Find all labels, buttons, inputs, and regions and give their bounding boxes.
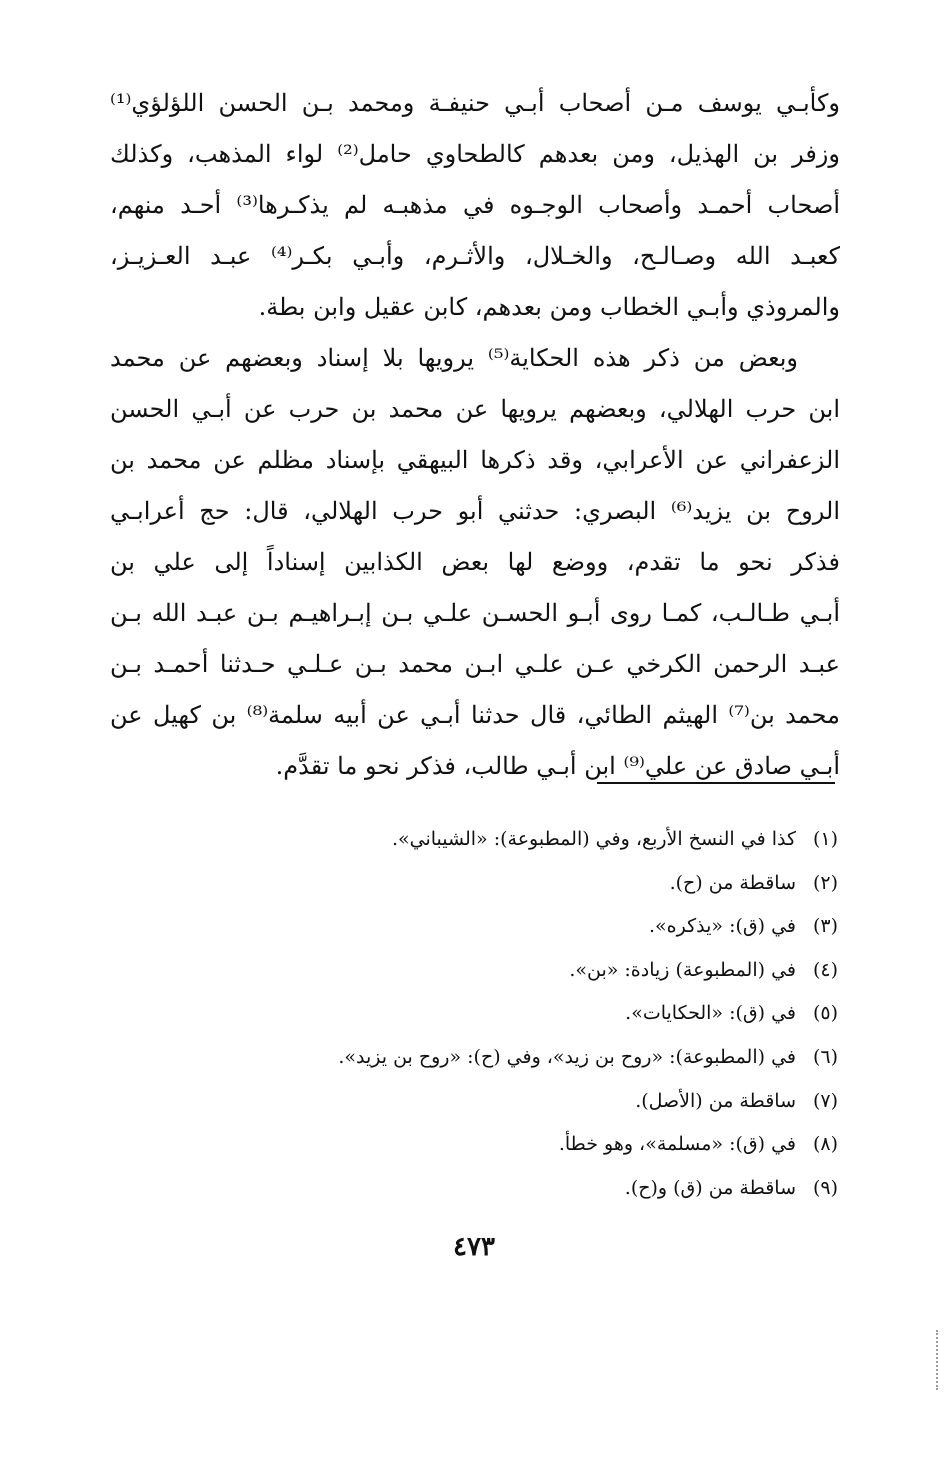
text-line: كعبـد الله وصـالـح، والخـلال، والأثـرم، وأبـي بكـر⁽⁴⁾ عبـد العـزيـز،	[110, 242, 840, 270]
scan-edge-mark	[936, 1330, 940, 1390]
footnote-item	[200, 818, 838, 862]
main-text	[110, 78, 840, 792]
text-line: أصحاب أحمـد وأصحاب الوجـوه في مذهبـه لم يذكـرها⁽³⁾ أحـد منهم،	[110, 191, 840, 219]
footnote-separator	[597, 782, 835, 784]
footnote-item	[200, 1036, 838, 1080]
text-line: محمد بن⁽⁷⁾ الهيثم الطائي، قال حدثنا أبـي عن أبيه سلمة⁽⁸⁾ بن كهيل عن	[110, 701, 840, 729]
footnote-item	[200, 905, 838, 949]
footnote-number: (٣)	[812, 915, 838, 938]
text-line: أبـي صادق عن علي⁽⁹⁾ ابن أبـي طالب، فذكر نحو ما تقدَّم.	[275, 752, 840, 780]
footnote-number: (٦)	[812, 1045, 838, 1068]
text-line: وكأبـي يوسف مـن أصحاب أبـي حنيفـة ومحمد بـن الحسن اللؤلؤي⁽¹⁾	[110, 89, 840, 117]
footnote-item	[200, 862, 838, 906]
footnote-number: (٥)	[812, 1002, 838, 1025]
footnote-text: في (ق): «مسلمة»، وهو خطأ.	[558, 1133, 796, 1156]
text-line: الروح بن يزيد⁽⁶⁾ البصري: حدثني أبو حرب الهلالي، قال: حج أعرابـي	[110, 497, 840, 525]
footnote-text: في (المطبوعة) زيادة: «بن».	[569, 958, 796, 981]
footnote-text: في (ق): «الحكايات».	[625, 1002, 796, 1025]
text-line: والمروذي وأبـي الخطاب ومن بعدهم، كابن عقيل وابن بطة.	[258, 293, 840, 321]
text-line: أبـي طـالـب، كمـا روى أبـو الحسـن علـي بـن إبـراهيـم بـن عبـد الله بـن	[110, 599, 840, 627]
footnote-item	[200, 1167, 838, 1211]
footnote-text: ساقطة من (ق) و(ح).	[624, 1176, 796, 1199]
footnote-text: ساقطة من (ح).	[669, 871, 796, 894]
footnote-item	[200, 1123, 838, 1167]
text-line: الزعفراني عن الأعرابي، وقد ذكرها البيهقي بإسناد مظلم عن محمد بن	[110, 446, 840, 474]
footnote-text: ساقطة من (الأصل).	[635, 1089, 796, 1112]
page-number: ٤٧٣	[453, 1232, 495, 1262]
footnote-item	[200, 1080, 838, 1124]
footnote-text: كذا في النسخ الأربع، وفي (المطبوعة): «الشيباني».	[391, 828, 796, 850]
text-line: فذكر نحو ما تقدم، ووضع لها بعض الكذابين إسناداً إلى علي بن	[110, 548, 840, 576]
footnote-text: في (المطبوعة): «روح بن زيد»، وفي (ح): «روح بن يزيد».	[338, 1045, 796, 1068]
text-line: ابن حرب الهلالي، وبعضهم يرويها عن محمد بن حرب عن أبـي الحسن	[110, 395, 840, 423]
text-line: وزفر بن الهذيل، ومن بعدهم كالطحاوي حامل⁽²⁾ لواء المذهب، وكذلك	[110, 140, 840, 168]
footnotes	[200, 818, 838, 1210]
footnote-number: (٢)	[812, 871, 838, 894]
text-line: وبعض من ذكر هذه الحكاية⁽⁵⁾ يرويها بلا إسناد وبعضهم عن محمد	[110, 344, 799, 372]
footnote-number: (١)	[812, 828, 838, 850]
footnote-number: (٧)	[812, 1089, 838, 1112]
footnote-number: (٤)	[812, 958, 838, 981]
footnote-number: (٩)	[812, 1176, 838, 1199]
footnote-item	[200, 992, 838, 1036]
footnote-number: (٨)	[812, 1133, 838, 1156]
footnote-text: في (ق): «يذكره».	[649, 915, 796, 938]
footnote-item	[200, 949, 838, 993]
text-line: عبـد الرحمن الكرخي عـن علـي ابـن محمد بـن عـلـي حـدثنا أحمـد بـن	[110, 650, 840, 678]
